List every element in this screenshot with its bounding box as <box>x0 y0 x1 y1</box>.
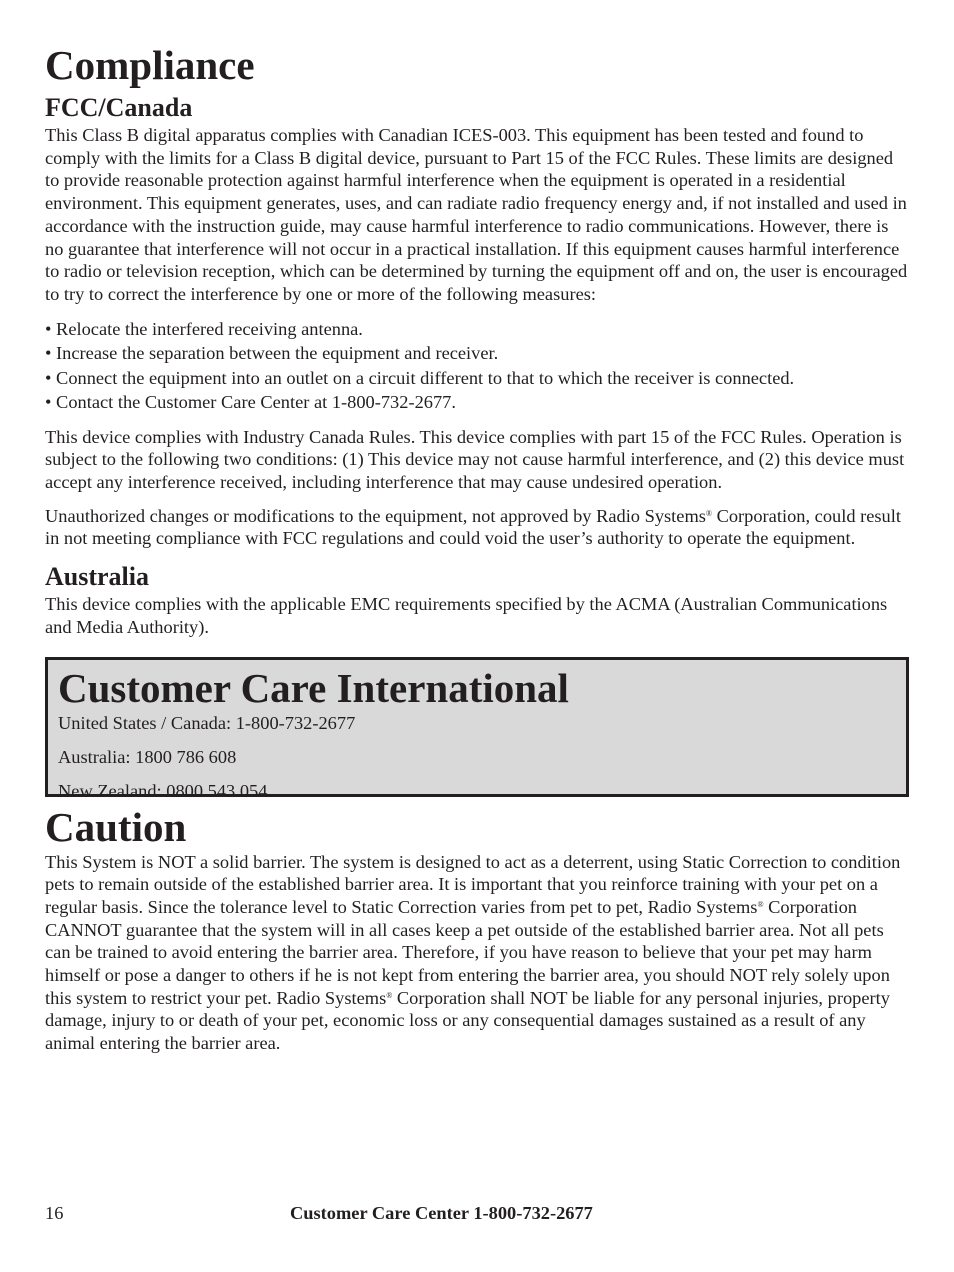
customer-care-title: Customer Care International <box>58 664 569 711</box>
list-item: • Connect the equipment into an outlet on a circuit different to that to which the receiver is connected. <box>45 366 909 391</box>
fcc-intro-paragraph: This Class B digital apparatus complies with Canadian ICES-003. This equipment has been tested and found to comply with the limits for a Class B digital device, pursuant to Part 15 of the FCC Rules. These limits are designed to provide reasonable protection against harmful interference when the equipment is operated in a residential environment. This equipment generates, uses, and can radiate radio frequency energy and, if not installed and used in accordance with the instruction guide, may cause harmful interference to radio communications. However, there is no guarantee that interference will not occur in a practical installation. If this equipment causes harmful interference to radio or television reception, which can be determined by turning the equipment off and on, the user is encouraged to try to correct the interference by one or more of the following measures: <box>45 125 908 304</box>
caution-text-part3: Corporation shall NOT be liable for any personal injuries, property damage, injury to or death of your pet, economic loss or any consequential damages sustained as a result of any animal entering the barrier area. <box>45 987 890 1054</box>
customer-care-line-us-canada: United States / Canada: 1-800-732-2677 <box>58 712 356 733</box>
caution-text-part2: Corporation CANNOT guarantee that the system will in all cases keep a pet outside of the established barrier area. Not all pets can be trained to avoid entering the barrier area. Therefore, if you have reason to believe that your pet may harm himself or pose a danger to others if he is not kept from entering the barrier area, you should NOT rely solely upon this system to restrict your pet. Radio Systems <box>45 896 890 1008</box>
page-content <box>45 38 909 1066</box>
compliance-title: Compliance <box>45 42 255 88</box>
unauthorized-changes-paragraph <box>45 505 909 550</box>
page-number: 16 <box>45 1203 64 1223</box>
customer-care-line-new-zealand: New Zealand: 0800 543 054 <box>58 780 268 801</box>
caution-title: Caution <box>45 803 187 850</box>
australia-heading: Australia <box>45 562 149 592</box>
industry-canada-paragraph: This device complies with Industry Canada Rules. This device complies with part 15 of the FCC Rules. Operation is subject to the following two conditions: (1) This device may not cause harmful interference, and (2) this device must accept any interference received, including interference that may cause undesired operation. <box>45 426 905 493</box>
unauthorized-text-part1: Unauthorized changes or modifications to the equipment, not approved by Radio Systems <box>45 505 706 526</box>
footer-customer-care: Customer Care Center 1-800-732-2677 <box>290 1203 593 1223</box>
unauthorized-text-part2: Corporation, could result in not meeting compliance with FCC regulations and could void the user’s authority to operate the equipment. <box>45 505 901 549</box>
list-item: • Increase the separation between the equipment and receiver. <box>45 341 909 366</box>
caution-text-part1: This System is NOT a solid barrier. The system is designed to act as a deterrent, using Static Correction to condition pets to remain outside of the established barrier area. It is important that you reinforce training with your pet on a regular basis. Since the tolerance level to Static Correction varies from pet to pet, Radio Systems <box>45 851 901 917</box>
list-item: • Relocate the interfered receiving antenna. <box>45 317 909 342</box>
registered-mark: ® <box>386 990 393 1000</box>
customer-care-line-australia: Australia: 1800 786 608 <box>58 746 237 767</box>
list-item: • Contact the Customer Care Center at 1-800-732-2677. <box>45 390 909 415</box>
australia-paragraph: This device complies with the applicable EMC requirements specified by the ACMA (Australian Communications and Media Authority). <box>45 594 888 637</box>
registered-mark: ® <box>705 508 712 518</box>
fcc-canada-heading: FCC/Canada <box>45 93 193 122</box>
registered-mark: ® <box>757 899 764 909</box>
caution-paragraph <box>45 851 909 1055</box>
customer-care-box <box>45 657 909 801</box>
interference-measures-list <box>45 317 909 415</box>
